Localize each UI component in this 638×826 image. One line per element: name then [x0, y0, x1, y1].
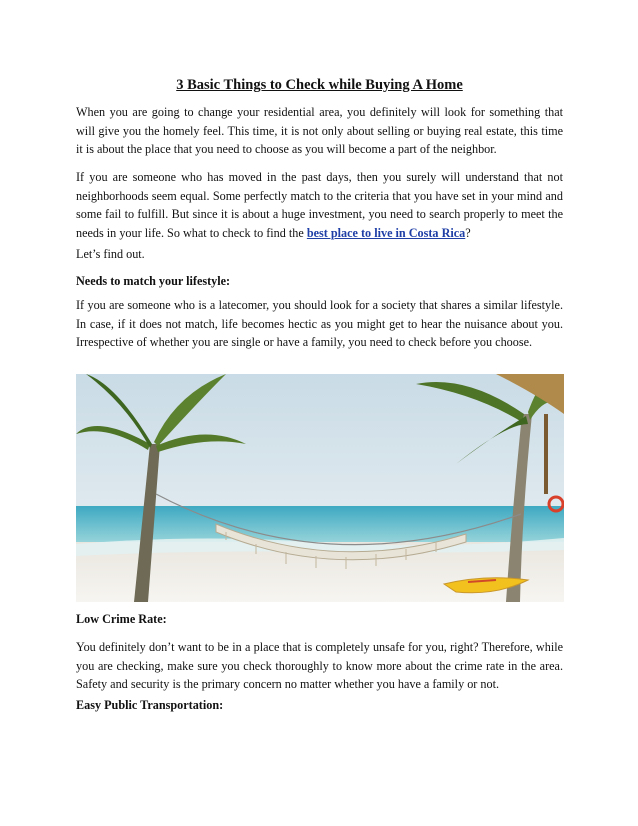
intro-paragraph: When you are going to change your residential area, you definitely will look for something that will give you the homely feel. This time, it is not only about selling or buying real estate, this time it is about the place that you need to choose as you will become a part of the neighbor.: [76, 105, 563, 157]
beach-scene-illustration: [76, 374, 564, 602]
heading-transportation: Easy Public Transportation:: [76, 698, 224, 712]
paragraph-neighborhoods-end: ?: [465, 225, 471, 240]
heading-crime-rate: Low Crime Rate:: [76, 612, 167, 626]
paragraph-lifestyle: If you are someone who is a latecomer, you should look for a society that shares a similar lifestyle. In case, if it does not match, life becomes hectic as you might get to hear the nuisance about you. Irrespective of whether you are single or have a family, you need to check before you choose.: [76, 298, 563, 350]
document-title: 3 Basic Things to Check while Buying A Home: [176, 77, 463, 93]
paragraph-neighborhoods: [76, 168, 563, 242]
heading-lifestyle: Needs to match your lifestyle:: [76, 274, 231, 288]
paragraph-crime-rate: You definitely don’t want to be in a place that is completely unsafe for you, right? Therefore, while you are checking, make sure you check thoroughly to know more about the crime rate in the area. Safety and security is the primary concern no matter whether you have a family or not.: [76, 640, 563, 692]
costa-rica-link[interactable]: best place to live in Costa Rica: [306, 225, 466, 240]
beach-hammock-photo: [76, 374, 564, 602]
paragraph-neighborhoods-text: If you are someone who has moved in the past days, then you surely will understand that not neighborhoods seem equal. Some perfectly match to the criteria that you have set in your mind and some fail to fulfill. But since it is about a huge investment, you need to search properly to meet the needs in your life. So what to check to find the: [76, 170, 563, 240]
paragraph-lets-find-out: Let’s find out.: [76, 247, 145, 261]
